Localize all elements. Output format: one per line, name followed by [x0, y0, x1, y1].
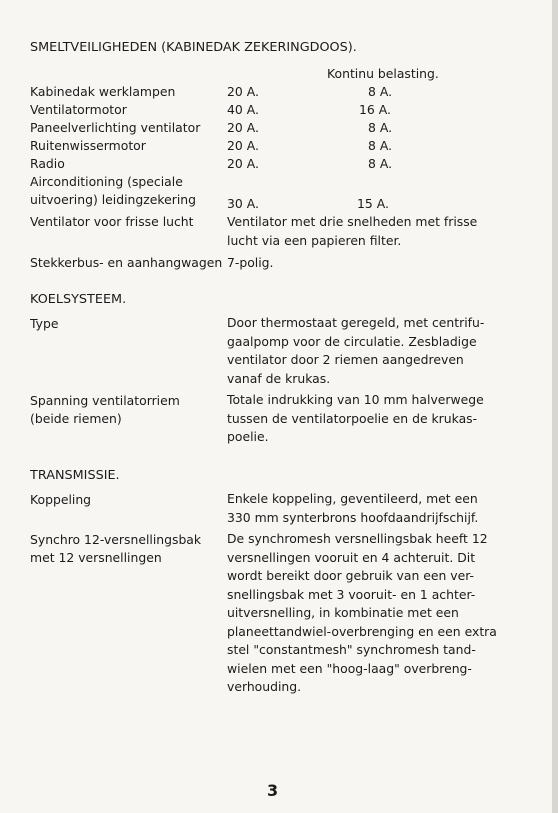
fuse-label: Paneelverlichting ventilator [30, 120, 201, 135]
fuse-continuous: 8 A. [368, 156, 393, 171]
transmission-heading: TRANSMISSIE. [30, 468, 120, 483]
cooling-type-label: Type [30, 316, 59, 331]
clutch-label: Koppeling [30, 492, 92, 507]
fresh-air-fan-desc: lucht via een papieren filter. [227, 233, 402, 248]
fuses-heading: SMELTVEILIGHEDEN (KABINEDAK ZEKERINGDOOS). [30, 40, 357, 55]
cooling-heading: KOELSYSTEEM. [30, 292, 127, 307]
synchro-label: met 12 versnellingen [30, 550, 162, 565]
synchro-label: Synchro 12-versnellingsbak [30, 532, 202, 547]
fuse-continuous: 8 A. [368, 84, 393, 99]
belt-tension-label: (beide riemen) [30, 411, 122, 426]
socket-value: 7-polig. [227, 255, 274, 270]
fuse-label: Ventilatormotor [30, 102, 127, 117]
fuse-label: Ruitenwissermotor [30, 138, 146, 153]
fuse-continuous: 8 A. [368, 120, 393, 135]
fuse-rating: 20 A. [227, 84, 259, 99]
fuse-rating: 20 A. [227, 156, 259, 171]
clutch-text: Enkele koppeling, geventileerd, met een 330 mm synterbrons hoofdaandrijfschijf. [227, 491, 479, 525]
belt-tension-text: Totale indrukking van 10 mm halverwege tussen de ventilatorpoelie en de krukas- poelie. [227, 392, 484, 444]
fuse-continuous: 15 A. [357, 196, 389, 211]
fuse-label: Radio [30, 156, 65, 171]
socket-label: Stekkerbus- en aanhangwagen [30, 255, 223, 270]
fuse-rating: 30 A. [227, 196, 259, 211]
fuse-continuous: 8 A. [368, 138, 393, 153]
fresh-air-fan-desc: Ventilator met drie snelheden met frisse [227, 214, 478, 229]
belt-tension-label: Spanning ventilatorriem [30, 393, 180, 408]
fuse-rating: 20 A. [227, 120, 259, 135]
fuse-label: Airconditioning (speciale [30, 174, 183, 189]
fuse-continuous: 16 A. [359, 102, 391, 117]
page-number: 3 [267, 781, 279, 800]
page-edge [552, 0, 558, 813]
synchro-text: De synchromesh versnellingsbak heeft 12 versnellingen vooruit en 4 achteruit. Dit wordt bereikt door gebruik van een ver- snellingsbak met 3 vooruit- en 1 achter- uitversnelling, in kombinatie met een planeettandwiel-overbrenging en een extra stel "constantmesh" synchromesh tand- wielen met een "hoog-laag" overbreng- verhouding. [227, 531, 497, 694]
fuse-label: uitvoering) leidingzekering [30, 192, 196, 207]
fuse-label: Kabinedak werklampen [30, 84, 176, 99]
fresh-air-fan-label: Ventilator voor frisse lucht [30, 214, 194, 229]
fuse-rating: 40 A. [227, 102, 259, 117]
continuous-load-header: Kontinu belasting. [327, 66, 439, 81]
cooling-type-text: Door thermostaat geregeld, met centrifu- gaalpomp voor de circulatie. Zesbladige ventilator door 2 riemen aangedreven vanaf de krukas. [227, 315, 485, 386]
fuse-rating: 20 A. [227, 138, 259, 153]
